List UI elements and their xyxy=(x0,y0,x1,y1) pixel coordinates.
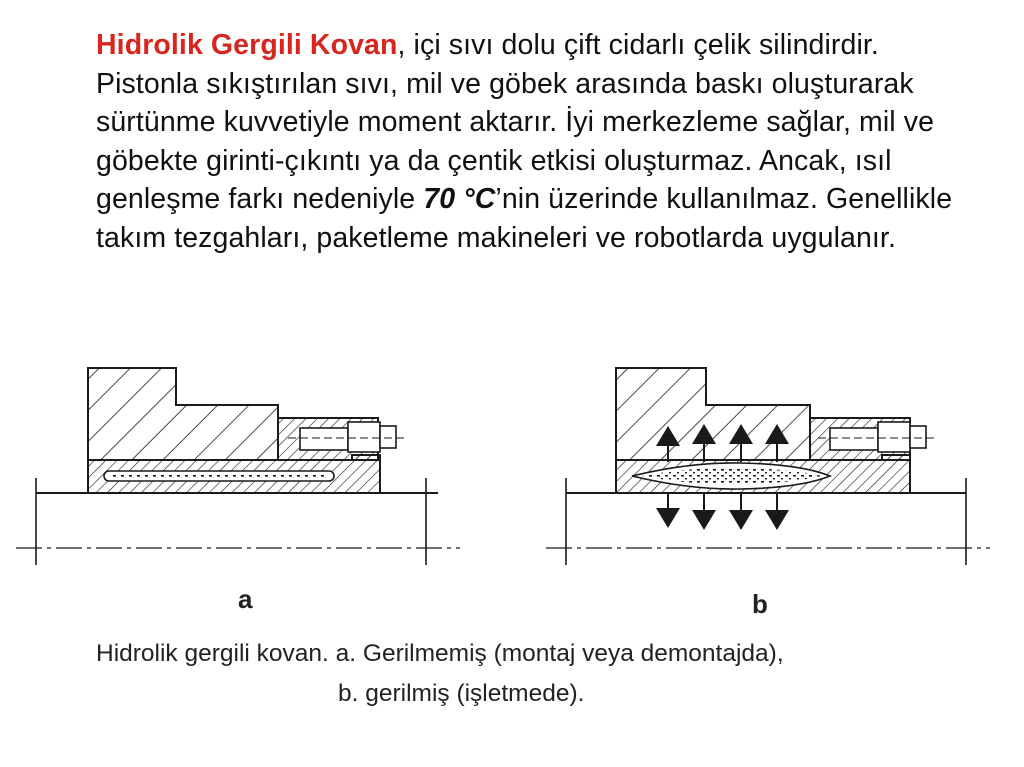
technical-drawing xyxy=(0,360,1024,600)
hub-a xyxy=(88,368,278,460)
temperature-value: 70 °C xyxy=(423,183,496,216)
paragraph-text-2: ’nin üzerinde kullanılmaz. Genellikle takım tezgahları, paketleme makineleri ve robotlarda uygulanır. xyxy=(96,183,953,254)
drawing-a xyxy=(16,368,460,565)
hub-b xyxy=(616,368,810,460)
caption-line-1: Hidrolik gergili kovan. a. Gerilmemiş (montaj veya demontajda), xyxy=(96,640,784,667)
drawing-b xyxy=(546,368,990,565)
pressure-arrows-down xyxy=(668,492,777,520)
caption-line-2: b. gerilmiş (işletmede). xyxy=(338,680,585,707)
term-highlight: Hidrolik Gergili Kovan xyxy=(96,29,398,61)
figure-label-b: b xyxy=(752,589,768,619)
description-paragraph xyxy=(96,26,976,344)
figure-label-a: a xyxy=(238,584,253,614)
paragraph-text-1: , içi sıvı dolu çift cidarlı çelik silindirdir. Pistonla sıkıştırılan sıvı, mil ve göbek arasında baskı oluşturarak sürtünme kuvvetiyle moment aktarır. İyi merkezleme sağlar, mil ve göbekte girinti-çıkıntı ya da çentik etkisi oluşturmaz. Ancak, ısıl genleşme farkı nedeniyle xyxy=(96,29,935,216)
